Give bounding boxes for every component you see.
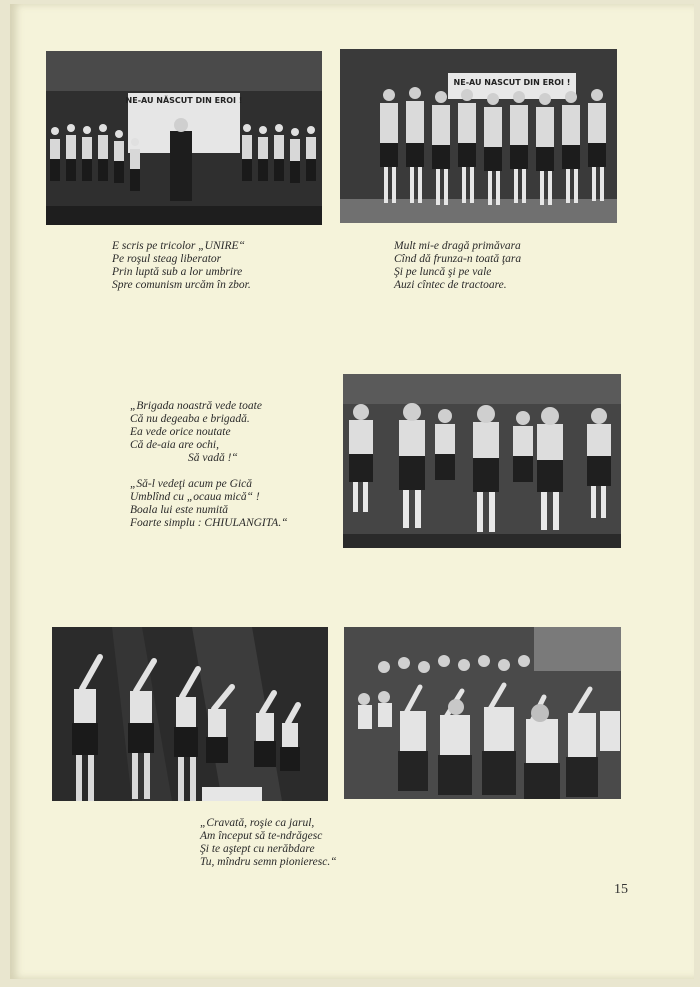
verse-line: „Cravată, roşie ca jarul, (200, 817, 315, 829)
photo-choir-stage-right-image (340, 49, 617, 223)
page-number: 15 (614, 882, 628, 897)
verse-line: Foarte simplu : CHIULANGITA.“ (130, 517, 288, 529)
verse-line: Că nu degeaba e brigadă. (130, 413, 250, 425)
magazine-page (10, 4, 694, 979)
verse-line: Şi pe luncă şi pe vale (394, 266, 492, 278)
verse-primavara (394, 240, 521, 292)
verse-line: Ea vede orice noutate (130, 426, 231, 438)
verse-line: „Să-l vedeţi acum pe Gică (130, 478, 252, 490)
verse-line: Am început să te-ndrăgesc (200, 830, 323, 842)
photo-brigade-performers-image (343, 374, 621, 548)
photo-choir-stage-right (340, 49, 617, 223)
photo-pioneers-ensemble-image (344, 627, 621, 799)
verse-brigada (130, 400, 262, 465)
verse-unire (112, 240, 251, 292)
photo-dancers-arms-raised-image (52, 627, 328, 801)
banner-text: NE-AU NASCUT DIN EROI ! (453, 78, 571, 87)
photo-pioneers-ensemble (344, 627, 621, 799)
photo-choir-stage-left (46, 51, 322, 225)
verse-line: Cînd dă frunza-n toată ţara (394, 253, 522, 265)
verse-line: Auzi cîntec de tractoare. (394, 279, 507, 291)
verse-line: Spre comunism urcăm în zbor. (112, 279, 251, 291)
verse-line: Umblînd cu „ocaua mică“ ! (130, 491, 260, 503)
verse-line: Să vadă !“ (188, 452, 238, 464)
photo-choir-stage-left-image (46, 51, 322, 225)
photo-brigade-performers (343, 374, 621, 548)
verse-line: Mult mi-e dragă primăvara (394, 240, 521, 252)
verse-line: Tu, mîndru semn pionieresc.“ (200, 856, 337, 868)
verse-line: Că de-aia are ochi, (130, 439, 220, 451)
verse-line: E scris pe tricolor „UNIRE“ (112, 240, 245, 252)
verse-line: Şi te aştept cu nerăbdare (200, 843, 315, 855)
verse-line: Pe roşul steag liberator (112, 253, 222, 265)
verse-line: Boala lui este numită (130, 504, 229, 516)
photo-dancers-arms-raised (52, 627, 328, 801)
verse-gica (130, 478, 288, 530)
verse-cravata (200, 817, 337, 869)
banner-text: NE-AU NĂSCUT DIN EROI ! (125, 96, 243, 105)
verse-line: „Brigada noastră vede toate (130, 400, 262, 412)
verse-line: Prin luptă sub a lor umbrire (112, 266, 243, 278)
